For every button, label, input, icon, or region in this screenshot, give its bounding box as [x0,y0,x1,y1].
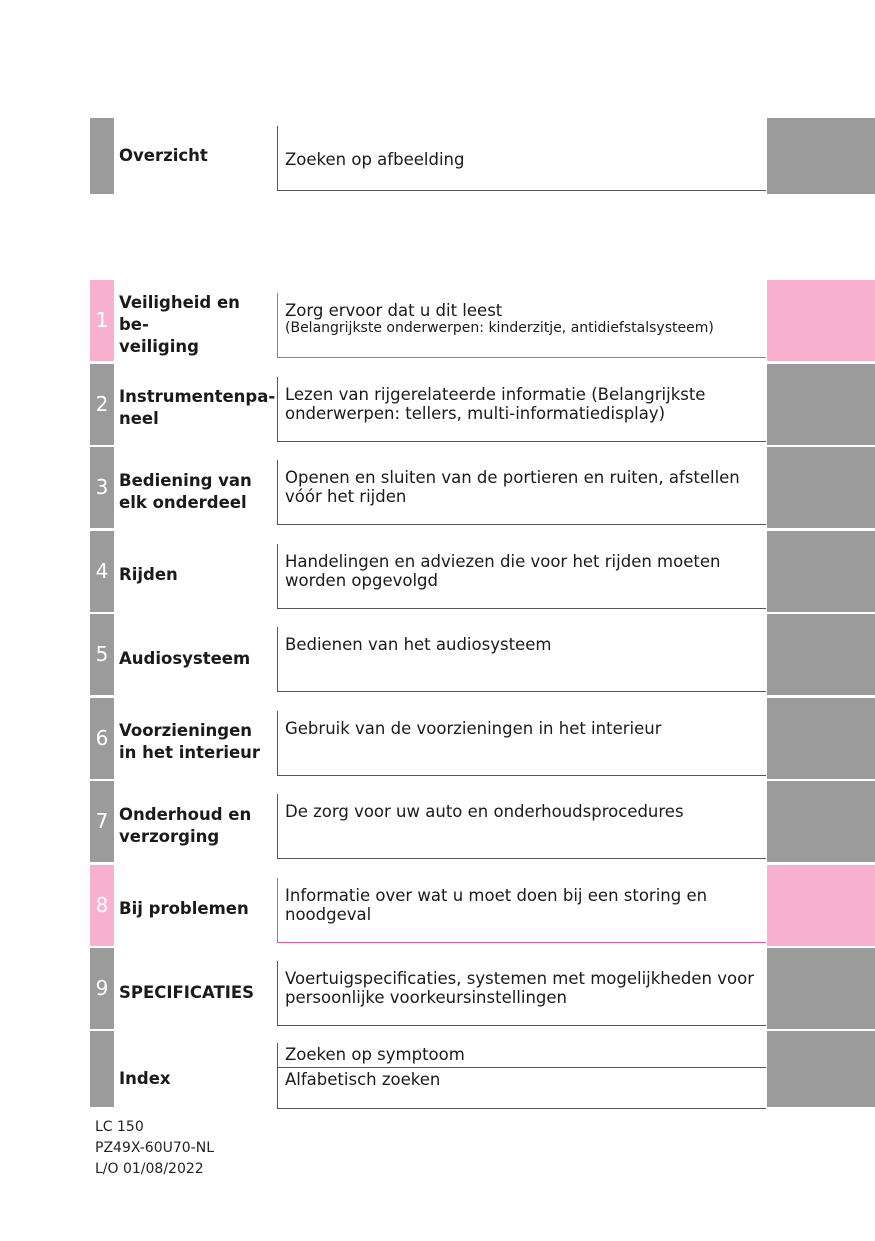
chapter-description[interactable] [277,377,766,442]
footer-model: LC 150 [95,1119,144,1135]
index-side-tab[interactable] [767,1031,875,1107]
chapter-side-tab[interactable] [767,948,875,1029]
chapter-number: 5 [90,614,114,695]
chapter-title: SPECIFICATIES [119,982,255,1002]
chapter-number: 2 [90,364,114,445]
chapter-description-text: Gebruik van de voorzieningen in het interieur [285,718,662,738]
chapter-subdescription-text: (Belangrijkste onderwerpen: kinderzitje, antidiefstalsysteem) [285,320,714,336]
chapter-title: Rijden [119,565,178,584]
chapter-number: 1 [90,280,114,361]
index-tab [90,1031,114,1107]
chapter-side-tab[interactable] [767,698,875,779]
chapter-description[interactable] [277,627,766,692]
chapter-side-tab[interactable] [767,781,875,862]
chapter-side-tab[interactable] [767,865,875,946]
chapter-description[interactable] [277,961,766,1026]
index-divider [278,1067,766,1068]
chapter-title: Instrumentenpa- neel [119,387,276,428]
overview-tab [90,118,114,194]
footer-code: PZ49X-60U70-NL [95,1140,214,1156]
chapter-row-2[interactable] [0,364,875,445]
chapter-description[interactable] [277,794,766,859]
chapter-side-tab[interactable] [767,364,875,445]
chapter-side-tab[interactable] [767,280,875,361]
overview-description[interactable] [277,126,766,191]
chapter-title: Veiligheid en be- veiliging [119,292,240,356]
chapter-row-6[interactable] [0,698,875,779]
chapter-description[interactable] [277,460,766,525]
chapter-side-tab[interactable] [767,614,875,695]
chapter-title: Audiosysteem [119,648,251,668]
footer [95,1117,214,1180]
chapter-description[interactable] [277,293,766,358]
chapter-description[interactable] [277,878,766,943]
chapter-description[interactable] [277,544,766,609]
index-alphabetical-search[interactable]: Alfabetisch zoeken [285,1070,441,1089]
chapter-description-text: Zorg ervoor dat u dit leest [285,301,503,320]
chapter-number: 6 [90,698,114,779]
chapter-number: 3 [90,447,114,528]
chapter-description-text: Lezen van rijgerelateerde informatie (Belangrijkste onderwerpen: tellers, multi-informatiedisplay) [285,384,706,423]
overview-title: Overzicht [119,146,208,165]
chapter-row-9[interactable] [0,948,875,1029]
index-description[interactable] [277,1043,766,1109]
chapter-description-text: Handelingen en adviezen die voor het rijden moeten worden opgevolgd [285,551,721,590]
index-symptom-search[interactable]: Zoeken op symptoom [285,1045,465,1064]
chapter-row-5[interactable] [0,614,875,695]
overview-description-text: Zoeken op afbeelding [285,150,465,169]
chapter-number: 7 [90,781,114,862]
overview-row[interactable] [0,118,875,194]
chapter-description-text: Bedienen van het audiosysteem [285,635,552,654]
chapter-description-text: Openen en sluiten van de portieren en ruiten, afstellen vóór het rijden [285,468,740,506]
overview-side-tab[interactable] [767,118,875,194]
footer-date: L/O 01/08/2022 [95,1161,204,1177]
chapter-row-4[interactable] [0,531,875,612]
chapter-title: Bij problemen [119,899,249,918]
chapter-row-7[interactable] [0,781,875,862]
chapter-number: 9 [90,948,114,1029]
chapter-number: 4 [90,531,114,612]
chapter-title: Onderhoud en verzorging [119,804,252,846]
chapter-side-tab[interactable] [767,447,875,528]
chapter-title: Voorzieningen in het interieur [119,721,261,762]
chapter-row-1[interactable] [0,280,875,361]
chapter-row-3[interactable] [0,447,875,528]
index-row[interactable] [0,1031,875,1107]
chapter-row-8[interactable] [0,865,875,946]
chapter-description-text: Voertuigspecificaties, systemen met mogelijkheden voor persoonlijke voorkeursinstellingen [285,969,754,1007]
chapter-title: Bediening van elk onderdeel [119,470,252,512]
chapter-number: 8 [90,865,114,946]
chapter-description-text: De zorg voor uw auto en onderhoudsprocedures [285,802,684,821]
index-title: Index [119,1069,171,1088]
chapter-side-tab[interactable] [767,531,875,612]
chapter-description[interactable] [277,711,766,776]
chapter-description-text: Informatie over wat u moet doen bij een storing en noodgeval [285,885,708,924]
